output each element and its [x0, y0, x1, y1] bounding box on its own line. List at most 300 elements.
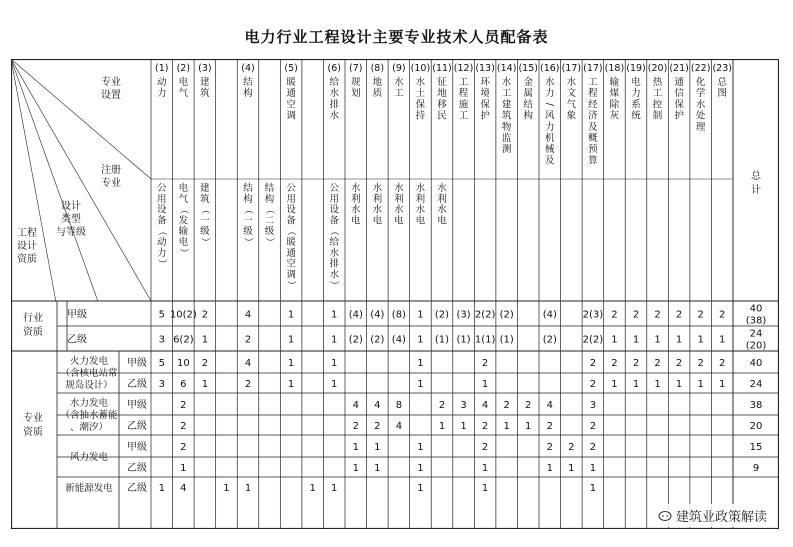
column-name: 水: [545, 77, 555, 88]
table-cell: 2: [719, 358, 726, 369]
column-name: 水: [501, 77, 512, 88]
table-cell: 10(2): [169, 309, 197, 321]
group-industry: 资质: [23, 327, 43, 338]
column-registration: 水: [351, 204, 361, 216]
column-registration: 电: [178, 183, 189, 194]
column-name: 境: [480, 88, 490, 100]
table-cell: 1: [417, 358, 424, 369]
column-number: (6): [327, 63, 341, 74]
column-registration: ）: [285, 280, 297, 290]
column-registration: 公: [329, 183, 339, 194]
table-cell: 1: [287, 358, 295, 369]
table-cell: 1: [352, 463, 359, 474]
column-registration: 电: [372, 215, 383, 227]
table-cell: 1: [503, 421, 510, 432]
column-number: (13): [475, 63, 495, 74]
corner-label-discipline: 设置: [101, 90, 121, 101]
column-registration: 给: [329, 237, 339, 248]
table-cell: (4): [348, 309, 363, 321]
column-registration: 一: [243, 215, 253, 227]
table-cell: 2: [201, 309, 209, 321]
table-cell: 2: [180, 421, 187, 432]
column-registration: 建: [200, 183, 210, 194]
column-name: 民: [437, 110, 447, 122]
table-cell: 1: [201, 334, 209, 346]
column-name: 建: [501, 99, 512, 111]
column-name: 质: [372, 88, 383, 100]
column-registration: ）: [155, 258, 167, 269]
table-cell: 1: [632, 379, 640, 390]
column-name: 测: [501, 144, 512, 156]
table-cell: 1(1): [474, 334, 496, 346]
table-cell: 6(2): [173, 334, 194, 346]
row-level: 乙级: [127, 483, 147, 494]
table-cell: 5: [158, 358, 165, 369]
table-cell: 1: [546, 463, 553, 474]
column-name: 电: [631, 77, 641, 88]
column-name: 金: [523, 77, 533, 88]
column-name: 水: [394, 77, 404, 88]
table-cell: 2: [568, 442, 575, 453]
column-registration: 备: [157, 215, 167, 227]
table-cell: 1: [223, 483, 230, 494]
table-cell: (1): [434, 334, 450, 346]
column-registration: 水: [437, 183, 447, 194]
table-cell: 2(3): [582, 309, 604, 321]
watermark: [652, 504, 773, 527]
column-name: 调: [286, 110, 296, 122]
table-cell: 1: [331, 358, 338, 369]
table-cell: 6: [180, 379, 187, 390]
table-cell: (8): [391, 309, 406, 321]
column-name: 动: [157, 77, 167, 88]
table-cell: (4): [542, 309, 557, 321]
column-registration: ）: [177, 248, 189, 258]
table-cell: 1: [180, 463, 187, 474]
column-name: 概: [588, 133, 598, 144]
table-cell: 2: [632, 358, 640, 369]
table-cell: 2: [352, 421, 359, 432]
table-cell: 1: [244, 483, 252, 494]
column-name: 输: [609, 77, 620, 88]
column-name: 理: [695, 121, 706, 133]
column-name: 工: [501, 88, 512, 100]
table-cell: 2: [481, 442, 489, 453]
column-name: 规: [351, 77, 361, 88]
table-cell: 1: [331, 334, 338, 346]
column-name: 水: [329, 110, 339, 122]
corner-label-qualification: 资质: [17, 254, 37, 265]
table-cell: 2: [611, 358, 618, 369]
column-name: 制: [652, 110, 663, 122]
column-name: 处: [695, 110, 706, 122]
column-number: (4): [241, 63, 255, 74]
column-registration: ）: [328, 280, 340, 290]
table-cell: 3: [158, 379, 165, 390]
table-cell: (3): [456, 309, 471, 321]
row-total: (20): [745, 340, 767, 352]
row-design-type: 、潮汐）: [69, 422, 109, 433]
row-level: 甲级: [127, 400, 147, 411]
table-cell: 2: [374, 421, 381, 432]
column-number: (9): [392, 63, 406, 74]
column-name: 学: [695, 88, 706, 100]
column-name: 械: [545, 144, 555, 156]
column-name: 地: [372, 77, 383, 88]
column-registration: 设: [157, 204, 167, 216]
corner-label-qualification: 工程: [17, 228, 37, 239]
table-cell: (2): [370, 334, 385, 346]
column-registration: 输: [178, 226, 189, 238]
column-name: 预: [588, 144, 598, 156]
column-name: 除: [609, 99, 620, 111]
column-registration: 气: [178, 193, 189, 205]
column-registration: 级: [243, 226, 253, 238]
column-name: 构: [523, 110, 533, 122]
column-registration: 动: [157, 237, 167, 248]
column-name: 属: [523, 88, 533, 100]
column-name: 环: [480, 77, 490, 88]
row-total: 20: [749, 421, 763, 432]
table-cell: 4: [481, 400, 489, 411]
column-registration: 二: [264, 215, 275, 227]
column-name: 土: [415, 88, 426, 100]
table-cell: 8: [395, 400, 403, 411]
table-cell: 1: [201, 379, 209, 390]
table-cell: 1: [417, 379, 424, 390]
page-title: 电力行业工程设计主要专业技术人员配备表: [244, 28, 549, 46]
table-cell: 4: [180, 483, 187, 494]
table-cell: 4: [374, 400, 381, 411]
table-cell: 4: [244, 309, 252, 321]
table-cell: 3: [589, 400, 597, 411]
table-cell: 2: [589, 442, 597, 453]
table-cell: 1: [525, 421, 532, 432]
column-name: 总: [717, 77, 727, 88]
table-cell: 1: [417, 442, 424, 453]
table-cell: 2(2): [474, 309, 496, 321]
column-name: 水: [695, 99, 706, 111]
table-cell: 2: [481, 358, 489, 369]
table-cell: 2: [481, 421, 489, 432]
table-cell: 2: [589, 358, 597, 369]
corner-label-design-type: 设计: [61, 201, 81, 212]
table-cell: 2: [201, 358, 209, 369]
column-name: 气: [566, 99, 577, 111]
column-registration: ）: [198, 237, 210, 247]
column-name: 空: [286, 99, 296, 111]
table-cell: 2: [675, 358, 683, 369]
table-border: [12, 60, 779, 529]
column-name: 建: [200, 77, 210, 88]
column-number: (14): [496, 63, 517, 74]
column-number: (23): [712, 63, 732, 74]
column-name: 持: [415, 110, 426, 122]
table-cell: 1: [675, 379, 683, 390]
row-design-type: 火力发电: [69, 356, 109, 367]
row-level: 乙级: [127, 421, 147, 432]
column-number: (12): [453, 63, 474, 74]
column-name: 工: [652, 88, 663, 100]
column-name: 划: [351, 88, 361, 100]
column-registration: 用: [286, 193, 296, 205]
table-cell: 2: [525, 400, 532, 411]
row-design-type: 水力发电: [69, 398, 109, 409]
table-cell: (1): [456, 334, 471, 346]
column-name: 文: [566, 88, 577, 100]
corner-label-qualification: 设计: [17, 241, 37, 252]
column-name: 暖: [286, 77, 296, 88]
column-number: (1): [155, 63, 169, 74]
column-name: 给: [329, 77, 339, 88]
column-name: 控: [652, 99, 663, 111]
column-name: 信: [674, 88, 684, 100]
table-cell: 1: [438, 421, 446, 432]
column-name: 物: [501, 121, 512, 133]
row-total: 38: [749, 400, 763, 411]
column-registration: 水: [351, 183, 361, 194]
table-cell: 1: [287, 334, 295, 346]
column-registration: 利: [351, 193, 361, 205]
table-cell: 2: [719, 309, 726, 321]
column-registration: 水: [415, 183, 426, 194]
column-name: 结: [243, 77, 253, 88]
table-cell: 1: [719, 379, 726, 390]
column-registration: 公: [286, 183, 296, 194]
corner-label-discipline: 专业: [101, 77, 121, 88]
table-cell: 2: [180, 442, 187, 453]
column-number: (17): [583, 63, 603, 74]
total-header: 计: [751, 185, 761, 196]
row-level: 乙级: [127, 379, 147, 390]
column-name: 通: [286, 88, 296, 100]
row-total: (38): [745, 315, 767, 327]
table-cell: 5: [158, 309, 165, 321]
column-name: 通: [674, 77, 684, 88]
table-cell: 1: [331, 379, 338, 390]
column-registration: 公: [157, 183, 167, 194]
table-cell: 1: [352, 442, 359, 453]
column-registration: 水: [394, 183, 404, 194]
table-cell: (2): [499, 309, 514, 321]
column-name: 工: [458, 110, 469, 122]
table-cell: 1: [417, 463, 424, 474]
column-name: 水: [329, 88, 339, 100]
column-registration: 设: [329, 204, 339, 216]
table-cell: 2: [244, 379, 252, 390]
column-registration: 利: [415, 193, 426, 205]
column-name: 图: [717, 88, 727, 100]
table-cell: 1: [481, 379, 489, 390]
column-registration: 构: [264, 193, 275, 205]
column-name: 电: [178, 77, 189, 88]
column-name: 保: [415, 99, 426, 111]
column-name: 热: [652, 77, 663, 88]
column-registration: 电: [351, 215, 361, 227]
table-cell: (2): [542, 334, 557, 346]
table-cell: 2: [546, 442, 553, 453]
column-registration: 水: [394, 204, 404, 216]
column-number: (17): [561, 63, 582, 74]
row-total: 15: [749, 442, 763, 453]
column-name: 护: [674, 110, 684, 122]
column-name: 征: [437, 77, 447, 88]
column-registration: ）: [263, 237, 275, 247]
column-number: (21): [669, 63, 689, 74]
table-cell: 1: [417, 309, 424, 321]
grid-line: [11, 59, 151, 179]
table-cell: 1: [611, 379, 618, 390]
column-name: 水: [566, 77, 577, 88]
column-registration: 电: [415, 215, 426, 227]
column-name: 结: [523, 99, 533, 111]
column-name: 构: [243, 88, 253, 100]
column-name: 力: [157, 88, 167, 100]
row-total: 9: [752, 463, 760, 474]
column-registration: 调: [286, 269, 296, 281]
column-name: 机: [545, 133, 555, 144]
table-cell: 1: [287, 379, 295, 390]
column-registration: 空: [286, 258, 296, 270]
row-level: 乙级: [127, 463, 147, 474]
column-registration: 力: [157, 247, 167, 259]
column-number: (16): [540, 63, 560, 74]
column-number: (20): [647, 63, 668, 74]
table-cell: 2: [180, 400, 187, 411]
table-cell: 2: [589, 421, 597, 432]
column-name: 保: [674, 99, 684, 111]
column-registration: 水: [415, 204, 426, 216]
table-cell: 1: [697, 334, 704, 346]
column-number: (18): [604, 63, 625, 74]
corner-label-registration: 注册: [101, 165, 121, 176]
table-cell: 1: [589, 483, 597, 494]
column-name: 化: [695, 77, 706, 88]
table-cell: 2: [244, 334, 252, 346]
row-level: 甲级: [67, 309, 87, 321]
column-name: 程: [458, 88, 469, 100]
column-name: 及: [588, 121, 598, 133]
table-cell: 3: [460, 400, 467, 411]
column-name: 象: [566, 110, 577, 122]
column-name: 风: [545, 110, 555, 122]
table-cell: (2): [434, 309, 450, 321]
column-registration: （: [263, 204, 275, 215]
column-name: 保: [480, 99, 490, 111]
table-cell: 1: [417, 483, 424, 494]
column-registration: 设: [286, 204, 296, 216]
column-name: 程: [588, 88, 598, 100]
table-cell: 2: [611, 309, 618, 321]
column-registration: 备: [286, 215, 296, 227]
row-total: 40: [749, 303, 763, 315]
table-cell: 2: [632, 309, 640, 321]
table-cell: 1: [589, 463, 597, 474]
group-specialty: 专业: [23, 413, 43, 424]
column-registration: 暖: [286, 237, 296, 248]
column-registration: 通: [286, 247, 296, 259]
column-name: 工: [588, 77, 598, 88]
table-cell: 2: [654, 358, 661, 369]
column-registration: 发: [178, 215, 189, 227]
column-name: 统: [631, 110, 641, 122]
column-registration: （: [198, 204, 210, 215]
column-registration: 水: [329, 247, 339, 259]
table-cell: 2(2): [582, 334, 604, 346]
group-specialty: 资质: [23, 427, 43, 438]
column-name: 工: [394, 88, 404, 100]
column-registration: 水: [372, 183, 383, 194]
row-total: 24: [749, 328, 763, 340]
column-registration: 电: [178, 237, 189, 248]
column-registration: 电: [394, 215, 404, 227]
column-registration: 排: [329, 258, 339, 270]
table-cell: 4: [244, 358, 252, 369]
column-registration: 用: [329, 193, 339, 205]
column-name: 移: [437, 99, 447, 111]
column-name: 监: [501, 133, 512, 144]
table-cell: 1: [719, 334, 726, 346]
column-number: (19): [626, 63, 646, 74]
table-cell: 1: [374, 463, 381, 474]
table-cell: 1: [158, 483, 165, 494]
table-cell: 2: [503, 400, 510, 411]
table-cell: 2: [546, 421, 553, 432]
row-level: 甲级: [127, 358, 147, 369]
column-registration: （: [155, 226, 167, 236]
column-number: (7): [349, 63, 363, 74]
row-design-type: 风力发电: [69, 452, 109, 463]
column-registration: 用: [157, 193, 167, 205]
chat-bubble-icon: [658, 510, 672, 522]
column-name: 工: [458, 77, 469, 88]
group-industry: 行业: [23, 313, 43, 324]
column-registration: 水: [329, 269, 339, 281]
table-cell: 4: [352, 400, 359, 411]
table-cell: 4: [395, 421, 403, 432]
column-registration: ）: [242, 237, 253, 247]
row-level: 乙级: [67, 334, 87, 346]
table-cell: 1: [632, 334, 640, 346]
column-registration: 利: [372, 193, 383, 205]
column-number: (10): [410, 63, 431, 74]
column-name: 及: [545, 155, 555, 167]
table-cell: 1: [460, 421, 467, 432]
row-design-type: 规岛设计）: [65, 380, 113, 391]
table-cell: 3: [158, 334, 165, 346]
table-cell: 2: [697, 358, 704, 369]
total-header: 总: [751, 171, 761, 182]
row-design-type: （含核电站常: [60, 368, 118, 379]
column-registration: 级: [200, 226, 210, 238]
table-cell: 2: [675, 309, 683, 321]
column-name: 施: [458, 99, 469, 111]
table-cell: (4): [370, 309, 385, 321]
column-registration: 水: [372, 204, 383, 216]
table-cell: 1: [611, 334, 618, 346]
table-cell: 1: [417, 334, 424, 346]
column-name: 算: [588, 155, 598, 167]
table-cell: (4): [391, 334, 406, 346]
column-name: 筑: [501, 110, 512, 122]
column-registration: 筑: [200, 193, 210, 205]
column-registration: 电: [437, 215, 447, 227]
column-number: (22): [690, 63, 711, 74]
column-registration: 结: [264, 183, 275, 194]
table-cell: 1: [654, 379, 661, 390]
row-level: 甲级: [127, 442, 147, 453]
column-name: 力: [545, 88, 555, 100]
